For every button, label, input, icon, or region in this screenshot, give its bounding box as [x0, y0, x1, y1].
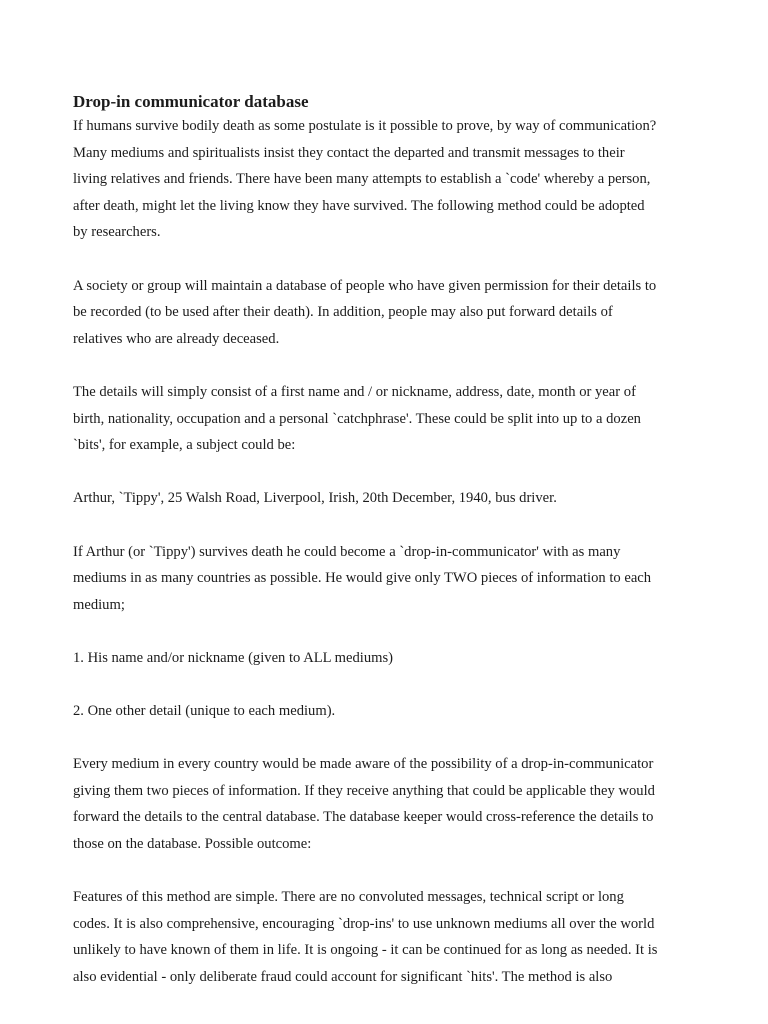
paragraph-spacer	[73, 459, 703, 486]
paragraph-intro	[73, 113, 703, 246]
paragraph-spacer	[73, 618, 703, 645]
text-line: forward the details to the central database. The database keeper would cross-reference the details to	[73, 809, 654, 826]
text-line: Many mediums and spiritualists insist they contact the departed and transmit messages to their	[73, 144, 625, 161]
text-line: mediums in as many countries as possible. He would give only TWO pieces of information to each	[73, 570, 652, 587]
paragraph-example	[73, 485, 703, 512]
list-item-2	[73, 698, 703, 725]
text-line: The details will simply consist of a first name and / or nickname, address, date, month or year of	[73, 383, 636, 400]
text-line: A society or group will maintain a database of people who have given permission for their details to	[73, 277, 657, 294]
text-line: those on the database. Possible outcome:	[73, 836, 312, 853]
paragraph-arthur	[73, 539, 703, 619]
text-line: after death, might let the living know they have survived. The following method could be adopted	[73, 197, 645, 214]
paragraph-spacer	[73, 725, 703, 752]
text-line: If Arthur (or `Tippy') survives death he could become a `drop-in-communicator' with as many	[73, 543, 621, 560]
text-line: Every medium in every country would be made aware of the possibility of a drop-in-communicator	[73, 756, 654, 773]
paragraph-every-medium	[73, 751, 703, 857]
text-line: 1. His name and/or nickname (given to ALL mediums)	[73, 649, 394, 666]
text-line: by researchers.	[73, 224, 161, 241]
text-line: birth, nationality, occupation and a personal `catchphrase'. These could be split into up to a dozen	[73, 410, 641, 427]
text-line: unlikely to have known of them in life. It is ongoing - it can be continued for as long as needed. It is	[73, 942, 658, 959]
paragraph-features	[73, 884, 703, 990]
text-line: codes. It is also comprehensive, encouraging `drop-ins' to use unknown mediums all over the world	[73, 915, 655, 932]
list-item-1	[73, 645, 703, 672]
text-line: living relatives and friends. There have been many attempts to establish a `code' whereby a person,	[73, 171, 651, 188]
text-line: Features of this method are simple. There are no convoluted messages, technical script or long	[73, 889, 624, 906]
paragraph-spacer	[73, 671, 703, 698]
text-line: be recorded (to be used after their death). In addition, people may also put forward details of	[73, 304, 613, 321]
text-line: 2. One other detail (unique to each medium).	[73, 703, 336, 720]
text-line: also evidential - only deliberate fraud could account for significant `hits'. The method is also	[73, 969, 613, 985]
text-line: If humans survive bodily death as some postulate is it possible to prove, by way of communication?	[73, 118, 657, 134]
paragraph-spacer	[73, 246, 703, 273]
paragraph-society	[73, 273, 703, 353]
text-line: giving them two pieces of information. If they receive anything that could be applicable they would	[73, 782, 655, 799]
paragraph-spacer	[73, 858, 703, 885]
text-line: Arthur, `Tippy', 25 Walsh Road, Liverpool, Irish, 20th December, 1940, bus driver.	[73, 490, 557, 507]
text-line: relatives who are already deceased.	[73, 330, 280, 347]
document-body	[73, 90, 703, 991]
document-title: Drop-in communicator database	[73, 92, 309, 111]
paragraph-details	[73, 379, 703, 459]
text-line: medium;	[73, 596, 125, 613]
text-line: `bits', for example, a subject could be:	[73, 437, 296, 454]
paragraph-spacer	[73, 512, 703, 539]
paragraph-spacer	[73, 352, 703, 379]
